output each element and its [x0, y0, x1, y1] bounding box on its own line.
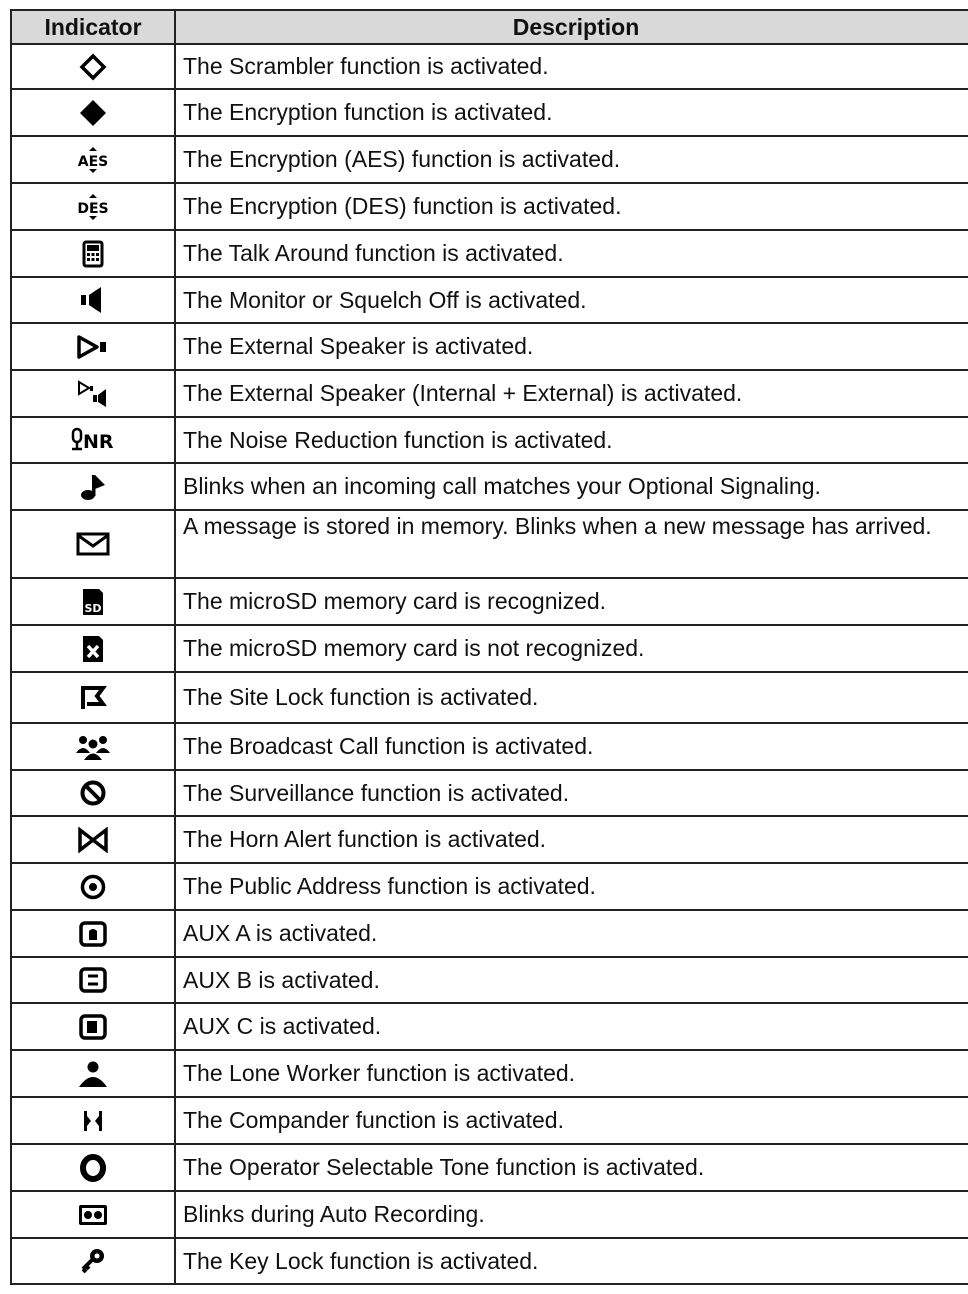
row-description: The Encryption (AES) function is activated. — [175, 136, 968, 183]
row-description: The Encryption (DES) function is activated. — [175, 183, 968, 230]
row-description: Blinks during Auto Recording. — [175, 1191, 968, 1238]
table-row — [11, 417, 968, 463]
operator-selectable-tone-icon — [78, 1153, 108, 1183]
table-row — [11, 1097, 968, 1144]
microsd-recognized-icon — [80, 587, 106, 617]
row-description: The Broadcast Call function is activated. — [175, 723, 968, 770]
encryption-des-icon — [75, 194, 111, 220]
row-description: The Surveillance function is activated. — [175, 770, 968, 816]
row-description: The External Speaker is activated. — [175, 323, 968, 370]
row-description: The Operator Selectable Tone function is activated. — [175, 1144, 968, 1191]
row-description: AUX B is activated. — [175, 957, 968, 1003]
row-description: The Scrambler function is activated. — [175, 44, 968, 89]
aux-b-icon — [78, 966, 108, 994]
public-address-icon — [79, 873, 107, 901]
table-row — [11, 89, 968, 136]
row-description: AUX C is activated. — [175, 1003, 968, 1050]
table-row — [11, 672, 968, 723]
compander-icon — [79, 1108, 107, 1134]
table-row — [11, 230, 968, 277]
table-row — [11, 183, 968, 230]
noise-reduction-icon — [70, 427, 116, 453]
horn-alert-icon — [77, 827, 109, 853]
table-row — [11, 863, 968, 910]
table-row — [11, 1144, 968, 1191]
internal-external-speaker-icon — [76, 380, 110, 408]
row-description: The Encryption function is activated. — [175, 89, 968, 136]
key-lock-icon — [79, 1247, 107, 1275]
row-description: Blinks when an incoming call matches your Optional Signaling. — [175, 463, 968, 510]
table-row — [11, 1238, 968, 1284]
row-description: The Compander function is activated. — [175, 1097, 968, 1144]
row-description: The microSD memory card is recognized. — [175, 578, 968, 625]
svg-text:AES: AES — [77, 153, 109, 170]
table-row — [11, 136, 968, 183]
table-row — [11, 770, 968, 816]
table-row — [11, 625, 968, 672]
table-row — [11, 578, 968, 625]
row-description: AUX A is activated. — [175, 910, 968, 957]
row-description: The Lone Worker function is activated. — [175, 1050, 968, 1097]
table-row — [11, 323, 968, 370]
table-row — [11, 370, 968, 417]
header-row — [11, 10, 968, 44]
aux-a-icon — [78, 920, 108, 948]
scrambler-icon — [79, 53, 107, 81]
aux-c-icon — [78, 1013, 108, 1041]
row-description: The Monitor or Squelch Off is activated. — [175, 277, 968, 323]
row-description: The Horn Alert function is activated. — [175, 816, 968, 863]
talk-around-icon — [81, 240, 105, 268]
lone-worker-icon — [77, 1060, 109, 1088]
row-description: The Talk Around function is activated. — [175, 230, 968, 277]
row-description: The microSD memory card is not recognized. — [175, 625, 968, 672]
microsd-not-recognized-icon — [80, 634, 106, 664]
svg-text:SD: SD — [84, 601, 102, 615]
header-indicator: Indicator — [11, 10, 175, 44]
table-row — [11, 723, 968, 770]
table-row — [11, 44, 968, 89]
surveillance-icon — [79, 779, 107, 807]
row-description: The Public Address function is activated. — [175, 863, 968, 910]
auto-recording-icon — [77, 1202, 109, 1228]
broadcast-call-icon — [75, 733, 111, 761]
table-row — [11, 816, 968, 863]
row-description: The Site Lock function is activated. — [175, 672, 968, 723]
monitor-icon — [79, 286, 107, 314]
encryption-icon — [78, 98, 108, 128]
row-description: The Key Lock function is activated. — [175, 1238, 968, 1284]
table-row — [11, 510, 968, 578]
message-icon — [76, 531, 110, 557]
row-description: The External Speaker (Internal + External) is activated. — [175, 370, 968, 417]
row-description: A message is stored in memory. Blinks when a new message has arrived. — [175, 510, 968, 578]
optional-signaling-icon — [79, 472, 107, 502]
svg-text:DES: DES — [77, 200, 109, 217]
table-row — [11, 277, 968, 323]
table-row — [11, 957, 968, 1003]
table-row — [11, 1050, 968, 1097]
header-description: Description — [175, 10, 968, 44]
external-speaker-icon — [76, 334, 110, 360]
table-row — [11, 463, 968, 510]
row-description: The Noise Reduction function is activated. — [175, 417, 968, 463]
svg-text:NR: NR — [83, 431, 114, 453]
table-row — [11, 1003, 968, 1050]
encryption-aes-icon — [75, 147, 111, 173]
site-lock-icon — [79, 684, 107, 712]
table-row — [11, 910, 968, 957]
table-row — [11, 1191, 968, 1238]
indicator-table — [10, 9, 968, 1285]
